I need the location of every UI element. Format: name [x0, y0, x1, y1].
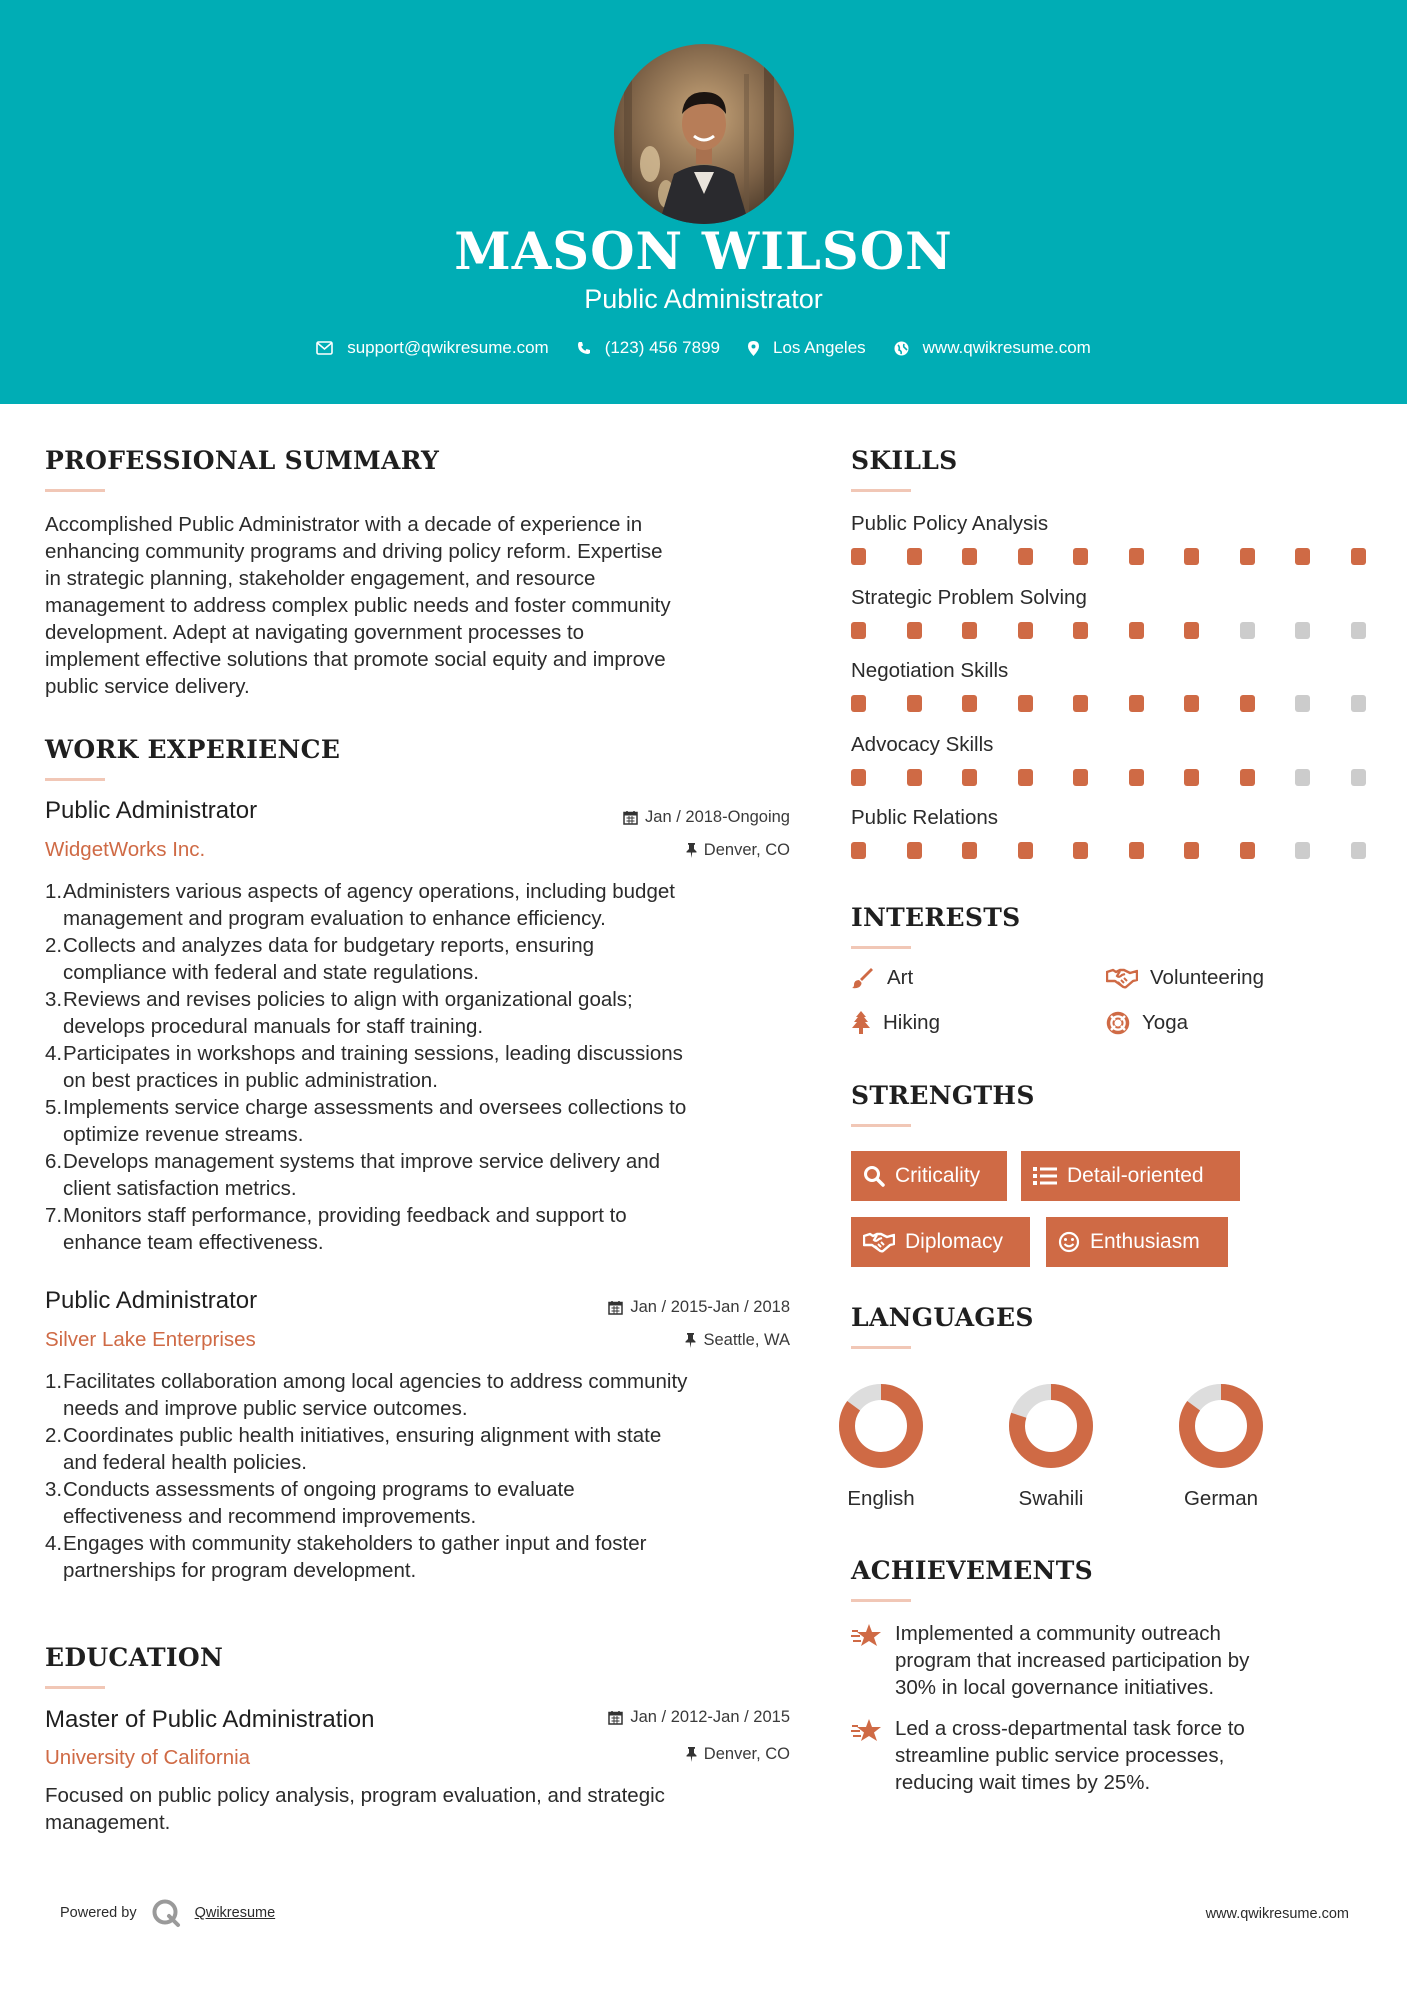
- duty-item: 5. Implements service charge assessments and oversees collections to optimize revenue streams.: [45, 1096, 687, 1146]
- contact-location: [748, 338, 866, 358]
- candidate-name: MASON WILSON: [454, 222, 953, 282]
- life-ring-icon: [1106, 1011, 1130, 1035]
- skill-dot-filled: [1129, 842, 1144, 859]
- skill-name: Negotiation Skills: [851, 659, 1009, 682]
- job-dates: [608, 1298, 790, 1317]
- skill-dot-filled: [1240, 548, 1255, 565]
- skill-name: Public Relations: [851, 806, 998, 829]
- job-location: [685, 1331, 790, 1350]
- summary-heading: PROFESSIONAL SUMMARY: [45, 446, 440, 475]
- envelope-icon: [316, 341, 333, 355]
- job-company: Silver Lake Enterprises: [45, 1328, 256, 1351]
- skill-dot-filled: [1184, 622, 1199, 639]
- skill-dot-empty: [1295, 695, 1310, 712]
- skill-dot-filled: [907, 622, 922, 639]
- tree-icon: [851, 1011, 871, 1035]
- skill-dot-filled: [1184, 548, 1199, 565]
- duty-list: [45, 1368, 815, 1584]
- duty-item: 7. Monitors staff performance, providing feedback and support to enhance team effectiveness.: [45, 1204, 627, 1254]
- job-dates-text: Jan / 2015-Jan / 2018: [630, 1298, 790, 1316]
- skill-dot-filled: [907, 548, 922, 565]
- duty-item: 1. Administers various aspects of agency operations, including budget management and program evaluation to enhance efficiency.: [45, 880, 675, 930]
- strength-tag-diplomacy: [851, 1217, 1030, 1267]
- skill-dot-filled: [1295, 548, 1310, 565]
- handshake-icon: [863, 1231, 895, 1253]
- star-icon: [851, 1623, 883, 1654]
- skill-dot-filled: [962, 548, 977, 565]
- achievement-line: 30% in local governance initiatives.: [895, 1676, 1215, 1699]
- skill-dot-empty: [1240, 622, 1255, 639]
- strengths-divider: [851, 1124, 911, 1127]
- education-dates: [608, 1708, 790, 1727]
- skill-dot-filled: [1351, 548, 1366, 565]
- language-name: German: [1183, 1487, 1259, 1510]
- skill-name: Strategic Problem Solving: [851, 585, 1087, 609]
- skill-dot-filled: [1129, 695, 1144, 712]
- skill-rating: [851, 695, 1364, 713]
- work-divider: [45, 778, 105, 781]
- handshake-icon: [1106, 967, 1138, 989]
- languages-divider: [851, 1346, 911, 1349]
- duty-item: 2. Collects and analyzes data for budgetary reports, ensuring compliance with federal and state regulations.: [45, 934, 595, 984]
- duty-item: 3. Reviews and revises policies to align with organizational goals; develops procedural manuals for staff training.: [45, 988, 633, 1038]
- skill-name: Public Policy Analysis: [851, 512, 1049, 535]
- skill-dot-empty: [1351, 695, 1366, 712]
- language-proficiency-ring: [1008, 1383, 1094, 1469]
- calendar-icon: [608, 1710, 623, 1725]
- star-icon: [851, 1718, 883, 1749]
- contact-phone[interactable]: [577, 338, 720, 358]
- job-title: Public Administrator: [45, 797, 258, 824]
- skill-dot-filled: [962, 842, 977, 859]
- contact-phone-text: (123) 456 7899: [604, 338, 721, 357]
- summary-line: Accomplished Public Administrator with a decade of experience in: [45, 513, 643, 536]
- summary-text: [45, 511, 805, 700]
- skill-dot-filled: [1240, 695, 1255, 712]
- skill-dot-empty: [1351, 622, 1366, 639]
- work-heading: WORK EXPERIENCE: [45, 735, 341, 764]
- duty-item: 1. Facilitates collaboration among local agencies to address community needs and improve public service outcomes.: [45, 1370, 688, 1420]
- skill-dot-empty: [1351, 842, 1366, 859]
- interest-art: [851, 966, 913, 990]
- resume-header: [0, 0, 1407, 404]
- duty-item: 6. Develops management systems that improve service delivery and client satisfaction metrics.: [45, 1150, 661, 1200]
- strength-tag-criticality: [851, 1151, 1007, 1201]
- skill-dot-filled: [962, 695, 977, 712]
- language-item: [821, 1383, 941, 1511]
- list-icon: [1033, 1166, 1057, 1186]
- calendar-icon: [608, 1300, 623, 1315]
- strengths-heading: STRENGTHS: [851, 1081, 1035, 1110]
- skill-dot-filled: [1073, 842, 1088, 859]
- strength-tag-detail-oriented: [1021, 1151, 1240, 1201]
- avatar: [614, 44, 794, 224]
- skill-dot-filled: [1129, 622, 1144, 639]
- paintbrush-icon: [851, 966, 875, 990]
- skill-dot-filled: [1129, 548, 1144, 565]
- skill-dot-empty: [1295, 622, 1310, 639]
- skill-dot-filled: [1073, 548, 1088, 565]
- powered-by-text: Powered by: [60, 1905, 137, 1921]
- strength-label: Criticality: [895, 1164, 981, 1187]
- skill-dot-filled: [1240, 769, 1255, 786]
- interest-label: Volunteering: [1150, 966, 1264, 989]
- pushpin-icon: [686, 1747, 697, 1762]
- skill-dot-filled: [962, 769, 977, 786]
- education-divider: [45, 1686, 105, 1689]
- summary-divider: [45, 489, 105, 492]
- interest-volunteering: [1106, 966, 1264, 990]
- job-company: WidgetWorks Inc.: [45, 838, 206, 861]
- interests-heading: INTERESTS: [851, 903, 1021, 932]
- footer-website[interactable]: www.qwikresume.com: [1205, 1906, 1349, 1922]
- calendar-icon: [623, 810, 638, 825]
- skill-dot-filled: [907, 842, 922, 859]
- strength-label: Diplomacy: [905, 1230, 1004, 1253]
- job-dates-text: Jan / 2018-Ongoing: [645, 808, 790, 826]
- job-location-text: Denver, CO: [703, 841, 790, 859]
- duty-item: 4. Engages with community stakeholders to gather input and foster partnerships for program development.: [45, 1532, 647, 1582]
- qwikresume-link[interactable]: Qwikresume: [194, 1905, 276, 1921]
- skill-dot-filled: [1018, 769, 1033, 786]
- skill-dot-empty: [1351, 769, 1366, 786]
- skill-dot-filled: [1073, 769, 1088, 786]
- education-heading: EDUCATION: [45, 1643, 224, 1672]
- language-item: [991, 1383, 1111, 1511]
- skill-dot-filled: [1129, 769, 1144, 786]
- pushpin-icon: [686, 843, 697, 858]
- language-proficiency-ring: [838, 1383, 924, 1469]
- achievement-line: Led a cross-departmental task force to: [895, 1717, 1245, 1740]
- skill-dot-filled: [851, 622, 866, 639]
- achievement-item: [895, 1715, 1355, 1796]
- summary-line: public service delivery.: [45, 675, 250, 698]
- skill-dot-filled: [907, 769, 922, 786]
- pushpin-icon: [685, 1333, 696, 1348]
- duty-list: [45, 878, 815, 1256]
- search-icon: [863, 1165, 885, 1187]
- qwikresume-logo-icon: [151, 1898, 181, 1928]
- contact-email[interactable]: [316, 338, 549, 358]
- duty-item: 2. Coordinates public health initiatives, ensuring alignment with state and federal health policies.: [45, 1424, 662, 1474]
- skill-name: Advocacy Skills: [851, 732, 994, 756]
- contact-location-text: Los Angeles: [773, 338, 866, 357]
- interest-label: Art: [887, 966, 914, 989]
- skill-dot-filled: [1018, 695, 1033, 712]
- degree-title: Master of Public Administration: [45, 1706, 375, 1733]
- skill-rating: [851, 769, 1364, 787]
- education-line: management.: [45, 1811, 171, 1834]
- skill-dot-filled: [1184, 695, 1199, 712]
- skill-dot-filled: [1184, 769, 1199, 786]
- interest-label: Yoga: [1142, 1011, 1188, 1034]
- skill-dot-filled: [851, 842, 866, 859]
- job-location: [686, 841, 790, 860]
- interest-label: Hiking: [883, 1011, 940, 1034]
- contact-website-text: www.qwikresume.com: [922, 338, 1091, 357]
- education-location-text: Denver, CO: [703, 1745, 790, 1763]
- language-item: [1161, 1383, 1281, 1511]
- skill-rating: [851, 622, 1364, 640]
- languages-heading: LANGUAGES: [851, 1303, 1034, 1332]
- candidate-title: Public Administrator: [584, 284, 823, 314]
- achievement-item: [895, 1620, 1355, 1701]
- skill-rating: [851, 842, 1364, 860]
- skill-dot-filled: [1073, 695, 1088, 712]
- achievements-divider: [851, 1599, 911, 1602]
- contact-bar: [0, 338, 1407, 358]
- summary-line: in strategic planning, stakeholder engagement, and resource: [45, 567, 596, 590]
- achievement-line: reducing wait times by 25%.: [895, 1771, 1151, 1794]
- summary-line: management to address complex public needs and foster community: [45, 594, 671, 617]
- interests-divider: [851, 946, 911, 949]
- summary-line: implement effective solutions that promote social equity and improve: [45, 648, 666, 671]
- smile-icon: [1058, 1231, 1080, 1253]
- skill-dot-filled: [1018, 548, 1033, 565]
- skill-dot-filled: [962, 622, 977, 639]
- skill-dot-filled: [851, 695, 866, 712]
- skill-dot-filled: [1240, 842, 1255, 859]
- skill-dot-filled: [907, 695, 922, 712]
- language-name: Swahili: [1018, 1487, 1084, 1510]
- achievement-line: program that increased participation by: [895, 1649, 1250, 1672]
- skill-dot-filled: [1073, 622, 1088, 639]
- strength-tag-enthusiasm: [1046, 1217, 1228, 1267]
- job-title: Public Administrator: [45, 1287, 258, 1314]
- skill-dot-empty: [1295, 842, 1310, 859]
- school-name: University of California: [45, 1746, 251, 1769]
- contact-email-text: support@qwikresume.com: [347, 338, 549, 357]
- interest-yoga: [1106, 1011, 1188, 1035]
- skills-divider: [851, 489, 911, 492]
- language-name: English: [847, 1487, 915, 1510]
- skill-rating: [851, 548, 1364, 566]
- education-dates-text: Jan / 2012-Jan / 2015: [630, 1708, 790, 1726]
- skill-dot-filled: [851, 769, 866, 786]
- globe-icon: [894, 341, 909, 356]
- contact-website[interactable]: [894, 338, 1091, 358]
- strength-label: Enthusiasm: [1090, 1230, 1200, 1253]
- skill-dot-filled: [1184, 842, 1199, 859]
- skill-dot-filled: [851, 548, 866, 565]
- summary-line: development. Adept at navigating government processes to: [45, 621, 585, 644]
- education-description: [45, 1782, 815, 1836]
- footer-branding: [60, 1898, 275, 1928]
- achievement-line: Implemented a community outreach: [895, 1622, 1221, 1645]
- phone-icon: [577, 341, 591, 355]
- job-location-text: Seattle, WA: [703, 1331, 790, 1349]
- skills-heading: SKILLS: [851, 446, 958, 475]
- skill-dot-filled: [1018, 622, 1033, 639]
- job-dates: [623, 808, 790, 827]
- skill-dot-filled: [1018, 842, 1033, 859]
- duty-item: 3. Conducts assessments of ongoing programs to evaluate effectiveness and recommend improvements.: [45, 1478, 575, 1528]
- interest-hiking: [851, 1011, 940, 1035]
- education-location: [686, 1745, 790, 1764]
- education-line: Focused on public policy analysis, program evaluation, and strategic: [45, 1784, 665, 1807]
- map-marker-icon: [748, 341, 759, 356]
- achievements-heading: ACHIEVEMENTS: [851, 1556, 1093, 1585]
- skill-dot-empty: [1295, 769, 1310, 786]
- duty-item: 4. Participates in workshops and training sessions, leading discussions on best practices in public administration.: [45, 1042, 683, 1092]
- summary-line: enhancing community programs and driving policy reform. Expertise: [45, 540, 663, 563]
- language-proficiency-ring: [1178, 1383, 1264, 1469]
- strength-label: Detail-oriented: [1067, 1164, 1204, 1187]
- achievement-line: streamline public service processes,: [895, 1744, 1225, 1767]
